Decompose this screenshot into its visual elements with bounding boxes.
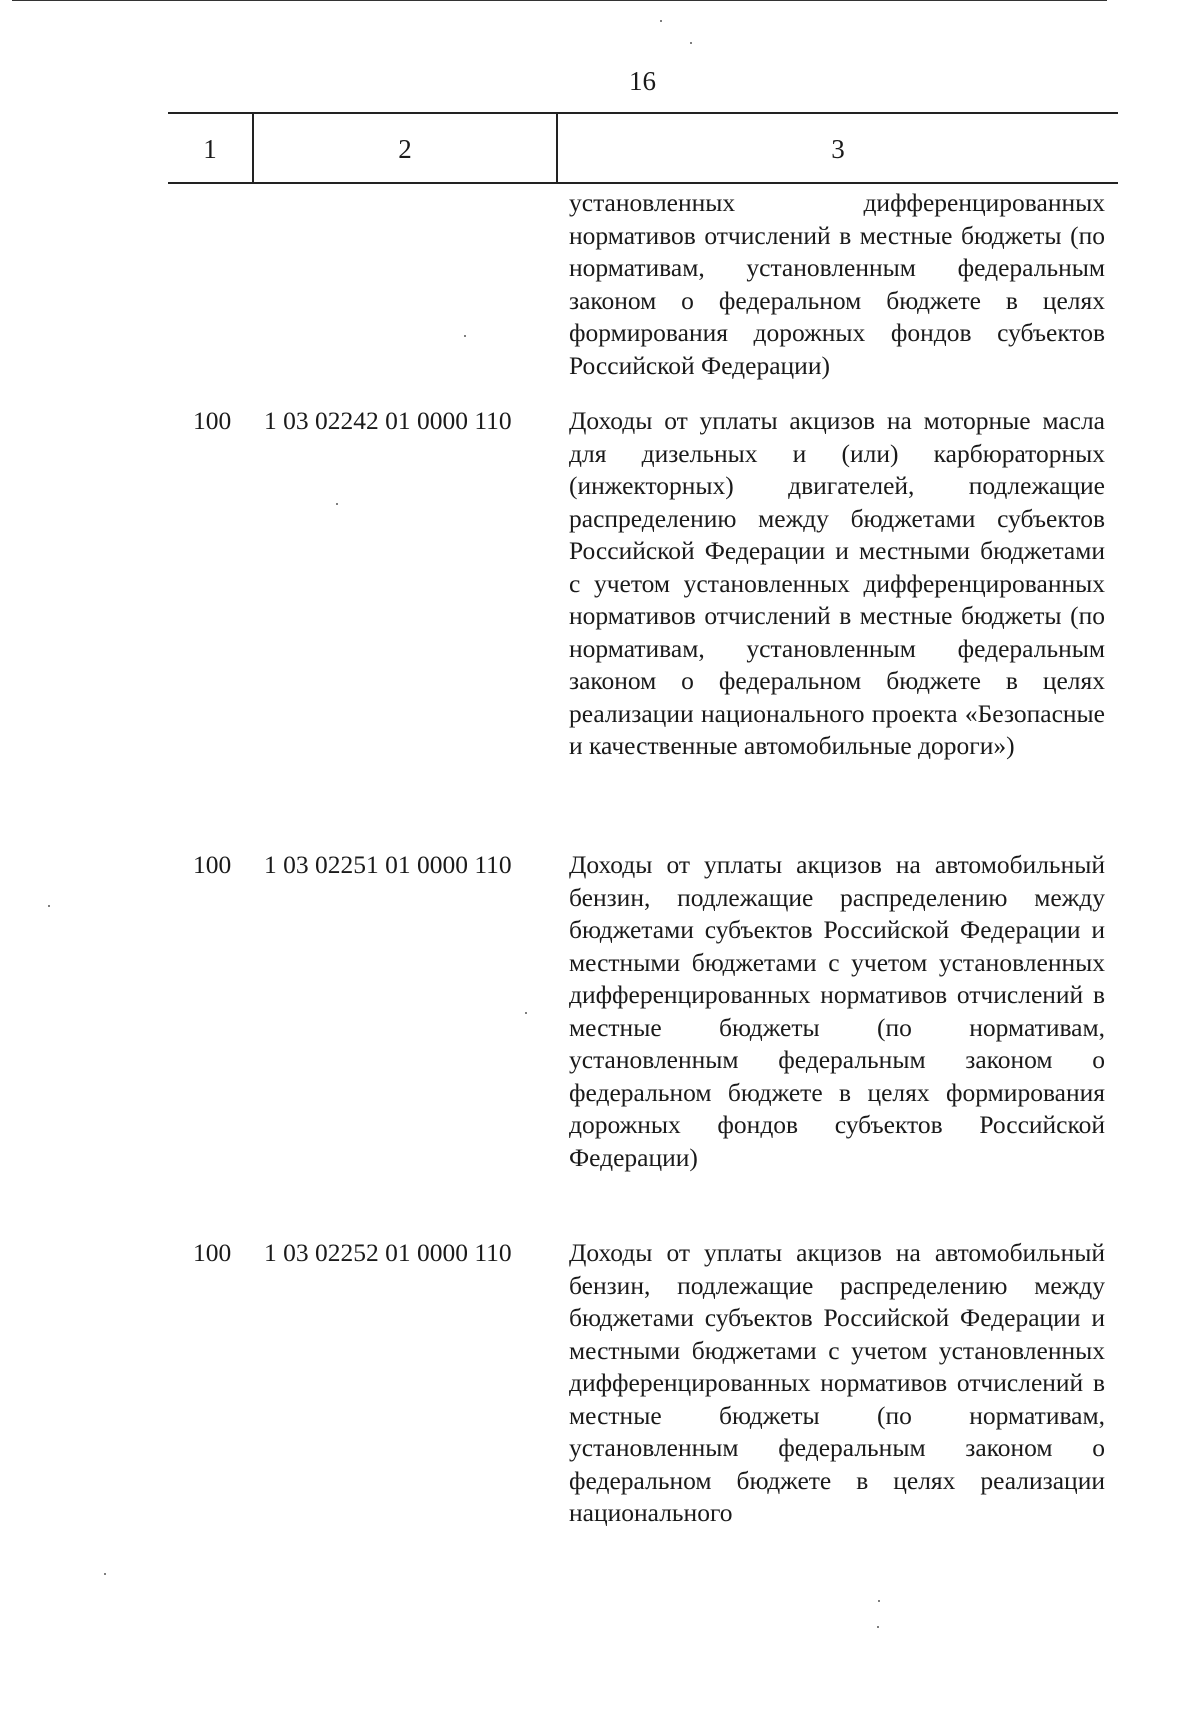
admin-code: 100 <box>193 850 232 879</box>
admin-code: 100 <box>193 1238 232 1267</box>
scan-speck <box>104 1573 106 1575</box>
table-header <box>168 112 1118 184</box>
row-description: установленных дифференцированных нормативов отчислений в местные бюджеты (по нормативам, установленным федеральным законом о федеральном бюджете в целях формирования дорожных фондов субъектов Российской Федерации) <box>569 188 1105 380</box>
row-description: Доходы от уплаты акцизов на автомобильный бензин, подлежащие распределению между бюджетами субъектов Российской Федерации и местными бюджетами с учетом установленных дифференцированных нормативов отчислений в местные бюджеты (по нормативам, установленным федеральным законом о федеральном бюджете в целях формирования дорожных фондов субъектов Российской Федерации) <box>569 850 1105 1172</box>
row-description: Доходы от уплаты акцизов на моторные масла для дизельных и (или) карбюраторных (инжекторных) двигателей, подлежащие распределению между бюджетами субъектов Российской Федерации и местными бюджетами с учетом установленных дифференцированных нормативов отчислений в местные бюджеты (по нормативам, установленным федеральным законом о федеральном бюджете в целях реализации национального проекта «Безопасные и качественные автомобильные дороги») <box>569 406 1105 760</box>
page-number: 16 <box>629 66 656 96</box>
scan-border-line <box>12 0 1107 1</box>
row-description: Доходы от уплаты акцизов на автомобильный бензин, подлежащие распределению между бюджетами субъектов Российской Федерации и местными бюджетами с учетом установленных дифференцированных нормативов отчислений в местные бюджеты (по нормативам, установленным федеральным законом о федеральном бюджете в целях реализации национального <box>569 1238 1105 1527</box>
scan-speck <box>877 1626 879 1628</box>
scan-speck <box>690 42 692 44</box>
scan-speck <box>464 335 466 337</box>
column-header-3: 3 <box>831 134 845 164</box>
scan-speck <box>660 20 662 22</box>
kbk-code: 1 03 02251 01 0000 110 <box>264 850 512 879</box>
scan-speck <box>878 1600 880 1602</box>
admin-code: 100 <box>193 406 232 435</box>
kbk-code: 1 03 02252 01 0000 110 <box>264 1238 512 1267</box>
column-header-2: 2 <box>398 134 412 164</box>
column-header-1: 1 <box>203 134 217 164</box>
scan-speck <box>525 1012 527 1014</box>
scan-speck <box>336 503 338 505</box>
scan-speck <box>48 905 50 907</box>
kbk-code: 1 03 02242 01 0000 110 <box>264 406 512 435</box>
